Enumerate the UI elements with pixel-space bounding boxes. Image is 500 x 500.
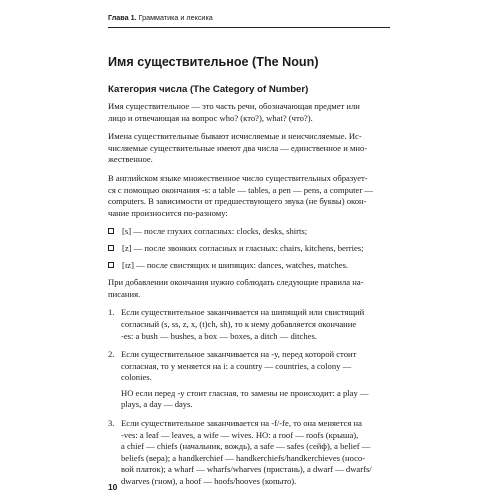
text-line: beliefs (вера); a handkerchief — handkerchiefs/handkerchieves (носо- bbox=[121, 452, 366, 463]
chapter-title: Имя существительное (The Noun) bbox=[108, 55, 319, 69]
text-line: plays, a day — days. bbox=[121, 399, 193, 410]
checkbox-bullet-icon bbox=[108, 228, 114, 234]
list-item-text: [s] — после глухих согласных: clocks, desks, shirts; bbox=[122, 226, 308, 237]
text-line: dwarves (гном), a hoof — hoofs/hooves (копыто). bbox=[121, 476, 297, 487]
text-line: согласный (s, ss, z, x, (t)ch, sh), то к нему добавляется окончание bbox=[121, 318, 357, 329]
text-line: согласная, то y меняется на i: a country — countries, a colony — bbox=[121, 360, 352, 371]
list-item-text: [ɪz] — после свистящих и шипящих: dances, watches, matches. bbox=[122, 259, 349, 270]
text-line: -es: a bush — bushes, a box — boxes, a ditch — ditches. bbox=[121, 330, 317, 341]
spelling-rules-list bbox=[108, 307, 392, 487]
running-head-chapter: Глава 1. bbox=[108, 13, 137, 22]
paragraph-countable bbox=[108, 131, 392, 166]
rule-number: 2. bbox=[108, 349, 115, 360]
paragraph-spelling-rules-intro bbox=[108, 277, 392, 300]
text-line: Имена существительные бывают исчисляемые и неисчисляемые. Ис- bbox=[108, 131, 362, 142]
checkbox-bullet-icon bbox=[108, 245, 114, 251]
rule-item-2 bbox=[108, 349, 392, 411]
text-line: ся с помощью окончания -s: a table — tables, a pen — pens, a computer — bbox=[108, 184, 373, 195]
text-line: числяемые существительные имеют два числа — единственное и мно- bbox=[108, 142, 368, 153]
checkbox-bullet-icon bbox=[108, 262, 114, 268]
text-line: colonies. bbox=[121, 372, 152, 383]
running-head-title: Грамматика и лексика bbox=[138, 13, 213, 22]
text-line: Если существительное заканчивается на шипящий или свистящий bbox=[121, 307, 365, 318]
rule-number: 3. bbox=[108, 418, 115, 429]
text-line: лицо и отвечающая на вопрос who? (кто?), what? (что?). bbox=[108, 112, 313, 123]
rule-item-3 bbox=[108, 418, 392, 488]
paragraph-plural-formation bbox=[108, 173, 392, 219]
list-item bbox=[108, 260, 392, 272]
text-line: жественное. bbox=[108, 154, 153, 165]
text-line: писания. bbox=[108, 288, 141, 299]
text-line: чание произносится по-разному: bbox=[108, 207, 228, 218]
text-line: При добавлении окончания нужно соблюдать следующие правила на- bbox=[108, 277, 364, 288]
page-number: 10 bbox=[108, 482, 118, 492]
text-line: НО если перед -y стоит гласная, то замены не происходит: a play — bbox=[121, 387, 369, 398]
text-line: computers. В зависимости от предшествующего звука (не буквы) окон- bbox=[108, 196, 367, 207]
pronunciation-list bbox=[108, 226, 392, 271]
text-line: вой платок); a wharf — wharfs/wharves (пристань), a dwarf — dwarfs/ bbox=[121, 464, 372, 475]
body-text bbox=[108, 101, 392, 495]
text-line: Если существительное заканчивается на -y, перед которой стоит bbox=[121, 349, 357, 360]
text-line: -ves: a leaf — leaves, a wife — wives. НО: a roof — roofs (крыша), bbox=[121, 429, 359, 440]
list-item bbox=[108, 226, 392, 238]
list-item-text: [z] — после звонких согласных и гласных: chairs, kitchens, berries; bbox=[122, 242, 364, 253]
list-item bbox=[108, 243, 392, 255]
header-rule bbox=[108, 27, 390, 28]
text-line: Имя существительное — это часть речи, обозначающая предмет или bbox=[108, 101, 360, 111]
paragraph-definition bbox=[108, 101, 392, 124]
rule-number: 1. bbox=[108, 307, 115, 318]
running-head bbox=[108, 13, 398, 22]
text-line: В английском языке множественное число существительных образует- bbox=[108, 172, 368, 183]
text-line: Если существительное заканчивается на -f/-fe, то она меняется на bbox=[121, 418, 362, 429]
text-line: a chief — chiefs (начальник, вождь), a safe — safes (сейф), a belief — bbox=[121, 441, 371, 452]
section-title: Категория числа (The Category of Number) bbox=[108, 84, 309, 95]
rule-exception bbox=[121, 388, 392, 411]
rule-item-1 bbox=[108, 307, 392, 342]
